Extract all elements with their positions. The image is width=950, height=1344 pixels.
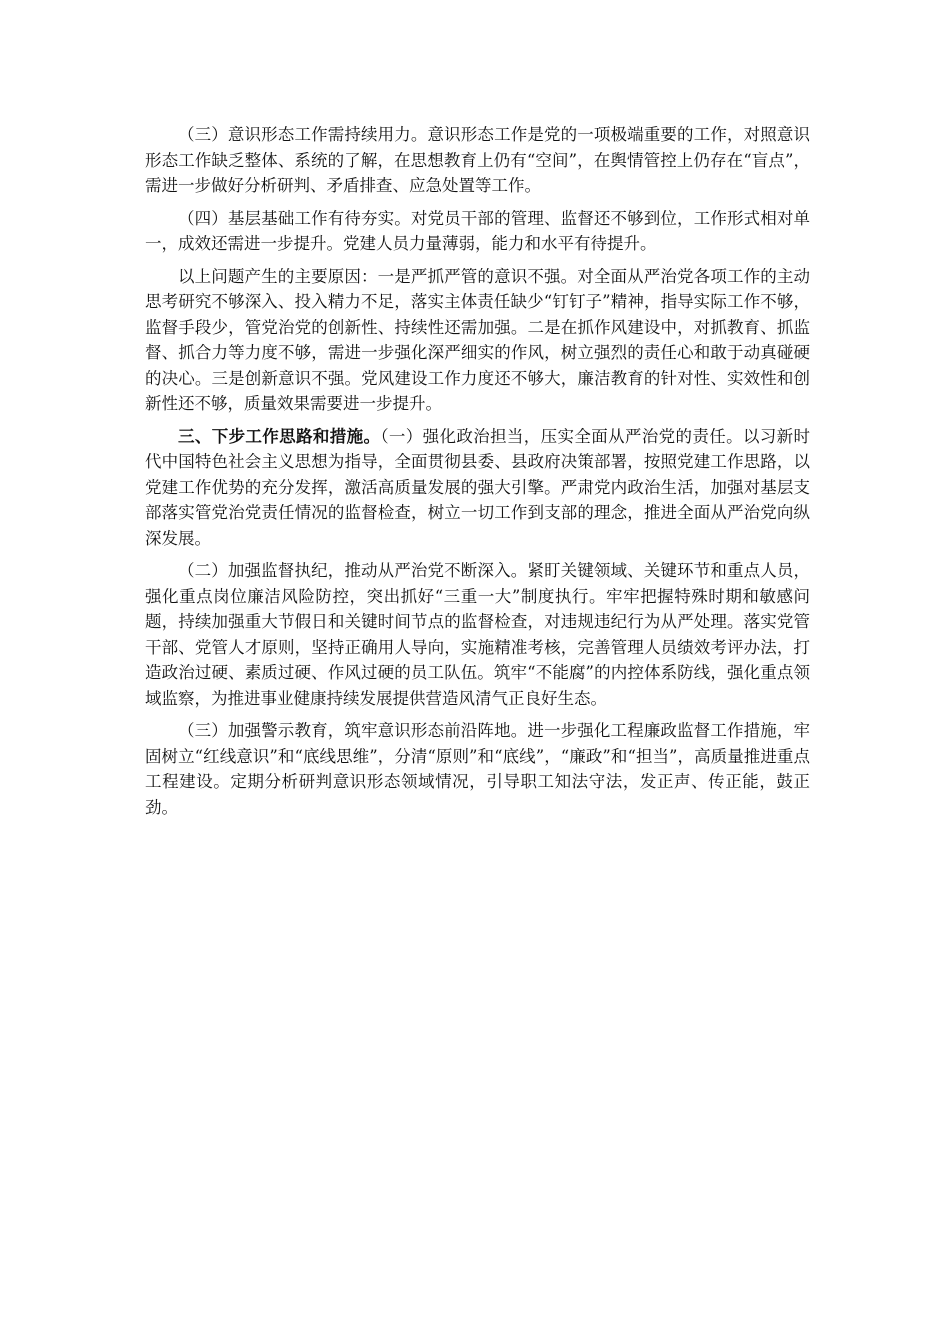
paragraph-supervision: （二）加强监督执纪，推动从严治党不断深入。紧盯关键领域、关键环节和重点人员，强化重点岗位廉洁风险防控，突出抓好“三重一大”制度执行。牢牢把握特殊时期和敏感问题，持续加强重大节假日和关键时间节点的监督检查，对违规违纪行为从严处理。落实党管干部、党管人才原则，坚持正确用人导向，实施精准考核，完善管理人员绩效考评办法，打造政治过硬、素质过硬、作风过硬的员工队伍。筑牢“不能腐”的内控体系防线，强化重点领域监察，为推进事业健康持续发展提供营造风清气正良好生态。: [145, 561, 810, 708]
paragraph-main-causes: 以上问题产生的主要原因：一是严抓严管的意识不强。对全面从严治党各项工作的主动思考研究不够深入、投入精力不足，落实主体责任缺少“钉钉子”精神，指导实际工作不够，监督手段少，管党治党的创新性、持续性还需加强。二是在抓作风建设中，对抓教育、抓监督、抓合力等力度不够，需进一步强化深严细实的作风，树立强烈的责任心和敢于动真碰硬的决心。三是创新意识不强。党风建设工作力度还不够大，廉洁教育的针对性、实效性和创新性还不够，质量效果需要进一步提升。: [145, 266, 810, 413]
paragraph-warning-education: （三）加强警示教育，筑牢意识形态前沿阵地。进一步强化工程廉政监督工作措施，牢固树立“红线意识”和“底线思维”，分清“原则”和“底线”，“廉政”和“担当”，高质量推进重点工程建设。定期分析研判意识形态领域情况，引导职工知法守法，发正声、传正能，鼓正劲。: [145, 721, 810, 817]
paragraph-next-steps-body: （一）强化政治担当，压实全面从严治党的责任。以习新时代中国特色社会主义思想为指导，全面贯彻县委、县政府决策部署，按照党建工作思路，以党建工作优势的充分发挥，激活高质量发展的强大引擎。严肃党内政治生活，加强对基层支部落实管党治党责任情况的监督检查，树立一切工作到支部的理念，推进全面从严治党向纵深发展。: [145, 426, 811, 548]
section-heading-next-steps: 三、下步工作思路和措施。: [178, 426, 381, 446]
paragraph-next-steps: [145, 424, 810, 552]
document-page: [145, 122, 810, 827]
paragraph-ideology-work: （三）意识形态工作需持续用力。意识形态工作是党的一项极端重要的工作，对照意识形态工作缺乏整体、系统的了解，在思想教育上仍有“空间”，在舆情管控上仍存在“盲点”，需进一步做好分析研判、矛盾排查、应急处置等工作。: [145, 125, 810, 195]
paragraph-grassroots-work: （四）基层基础工作有待夯实。对党员干部的管理、监督还不够到位，工作形式相对单一，成效还需进一步提升。党建人员力量薄弱，能力和水平有待提升。: [145, 208, 810, 253]
